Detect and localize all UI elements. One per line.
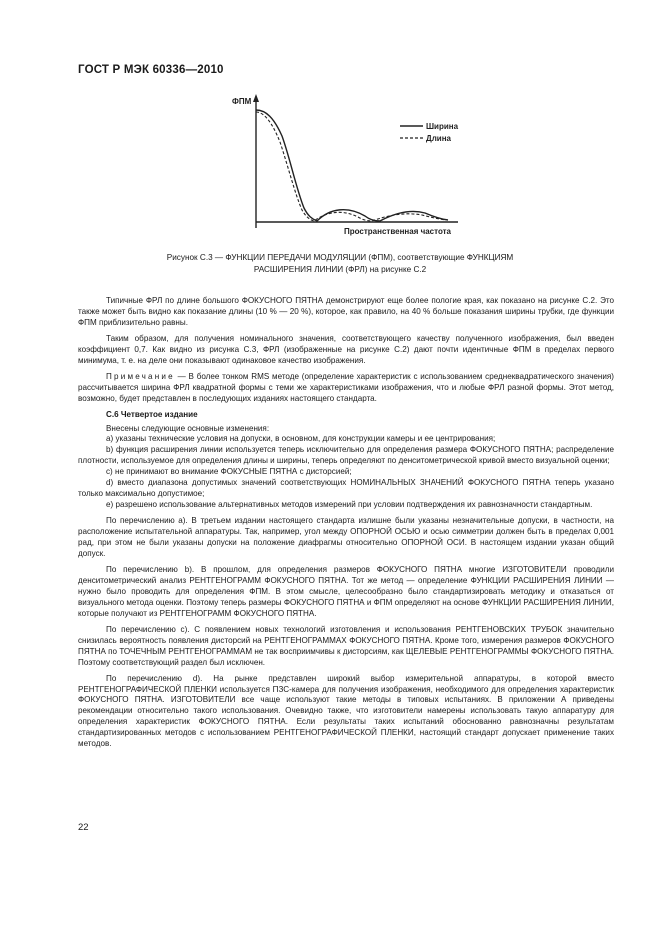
- figure-caption: [100, 252, 580, 276]
- list-item-a: a) указаны технические условия на допуски, в основном, для конструкции камеры и ее центрирования;: [106, 434, 496, 444]
- changes-intro: Внесены следующие основные изменения:: [106, 423, 270, 433]
- note-text: — В более тонком RMS методе (определение характеристик с использованием среднеквадратического значения) рассчитывается ширина ФРЛ квадратной формы с теми же характеристиками изображения, что и любые ФРЛ разной формы. Этот метод, возможно, будет представлен в последующих изданиях настоящего стандарта.: [78, 371, 615, 403]
- x-axis-label: Пространственная частота: [344, 227, 451, 236]
- paragraph-item-b: По перечислению b). В прошлом, для определения размеров ФОКУСНОГО ПЯТНА многие ИЗГОТОВИТЕЛИ проводили денситометрический анализ РЕНТГЕНОГРАММ ФОКУСНОГО ПЯТНА. Тот же метод — определение ФУНКЦИИ РАСШИРЕНИЯ ЛИНИИ — нужно было проводить для определения ФПМ. В этом смысле, целесообразно было стандартизировать методику и отказаться от визуального метода оценки. Поэтому теперь размеры ФОКУСНОГО ПЯТНА и ФПМ определяют на основе ФУНКЦИИ РАСШИРЕНИЯ ЛИНИИ, которые получают из РЕНТГЕНОГРАММ ФОКУСНОГО ПЯТНА.: [78, 564, 614, 618]
- document-header: ГОСТ Р МЭК 60336—2010: [78, 64, 224, 76]
- y-axis-label: ФПМ: [232, 97, 252, 106]
- mtf-figure: [200, 88, 500, 238]
- figure-caption-line-1: Рисунок С.3 — ФУНКЦИИ ПЕРЕДАЧИ МОДУЛЯЦИИ (ФПМ), соответствующие ФУНКЦИЯМ: [166, 253, 514, 262]
- body-text: [78, 296, 614, 750]
- note: [78, 372, 614, 405]
- section-title: С.6 Четвертое издание: [106, 409, 198, 419]
- list-item-b: b) функция расширения линии используется теперь исключительно для определения размера ФОКУСНОГО ПЯТНА; распределение плотности, используемое для определения длины и ширины, теперь определяют по денситометрической кривой вместо визуальной оценки;: [78, 445, 614, 466]
- page-number: 22: [78, 822, 89, 833]
- note-label: Примечание: [106, 371, 175, 381]
- list-item-e: e) разрешено использование альтернативных методов измерений при условии подтверждения их равнозначности стандартным.: [106, 500, 593, 510]
- paragraph-2: Таким образом, для получения номинального значения, соответствующего качеству полученного изображения, был введен коэффициент 0,7. Как видно из рисунка С.3, ФРЛ (изображенные на рисунке С.2) дают почти идентичные ФПМ в пределах первого минимума, т. е. на деле они показывают одинаковое качество изображения.: [78, 333, 614, 365]
- paragraph-1: Типичные ФРЛ по длине большого ФОКУСНОГО ПЯТНА демонстрируют еще более пологие края, как показано на рисунке С.2. Это также может быть видно как показание длины (10 % — 20 %), которое, как правило, на 40 % больше показания ширины трубки, где функции ФПМ приблизительно равны.: [78, 296, 614, 327]
- mtf-chart: [200, 88, 500, 238]
- y-axis-arrow: [253, 94, 259, 102]
- paragraph-item-a: По перечислению а). В третьем издании настоящего стандарта излишне были указаны незначительные допуски, в частности, на расположение испытательной аппаратуры. Так, например, угол между ОПОРНОЙ ОСЬЮ и осью симметрии должен быть в пределах 0,001 рад, при этом не были указаны допуски на положение диафрагмы относительно ОПОРНОЙ ОСИ. В настоящем издании указан общий допуск.: [78, 516, 614, 559]
- list-item-d: d) вместо диапазона допустимых значений соответствующих НОМИНАЛЬНЫХ ЗНАЧЕНИЙ ФОКУСНОГО ПЯТНА теперь указано только максимально допустимое;: [78, 478, 614, 499]
- legend-width-label: Ширина: [426, 122, 459, 131]
- paragraph-item-d: По перечислению d). На рынке представлен широкий выбор измерительной аппаратуры, в которой вместо РЕНТГЕНОГРАФИЧЕСКОЙ ПЛЕНКИ используется ПЗС-камера для получения изображения, необходимого для определения характеристик ФОКУСНОГО ПЯТНА. ИЗГОТОВИТЕЛИ все чаще используют такие методы в типовых испытаниях. В приложении А приведены рекомендации относительно такого использования. Очевидно также, что изготовители намерены использовать такую аппаратуру для определения характеристик ФОКУСНОГО ПЯТНА. Если результаты таких испытаний обоснованно равнозначны результатам стандартизированных методов с использованием РЕНТГЕНОГРАФИЧЕСКОЙ ПЛЕНКИ, настоящий стандарт допускает применение таких методов.: [78, 673, 614, 749]
- paragraph-item-c: По перечислению с). С появлением новых технологий изготовления и использования РЕНТГЕНОВСКИХ ТРУБОК значительно снизилась вероятность появления дисторсий на РЕНТГЕНОГРАММАХ ФОКУСНОГО ПЯТНА. Кроме того, измерения размеров ФОКУСНОГО ПЯТНА по ТОЧЕЧНЫМ РЕНТГЕНОГРАММАМ не так восприимчивы к дисторсиям, как ЩЕЛЕВЫЕ РЕНТГЕНОГРАММЫ ФОКУСНОГО ПЯТНА. Поэтому соответствующий раздел был исключен.: [78, 624, 614, 667]
- legend-length-label: Длина: [426, 134, 451, 143]
- length-curve: [256, 112, 446, 221]
- figure-caption-line-2: РАСШИРЕНИЯ ЛИНИИ (ФРЛ) на рисунке С.2: [253, 265, 427, 274]
- list-item-c: c) не принимают во внимание ФОКУСНЫЕ ПЯТНА с дисторсией;: [106, 467, 352, 477]
